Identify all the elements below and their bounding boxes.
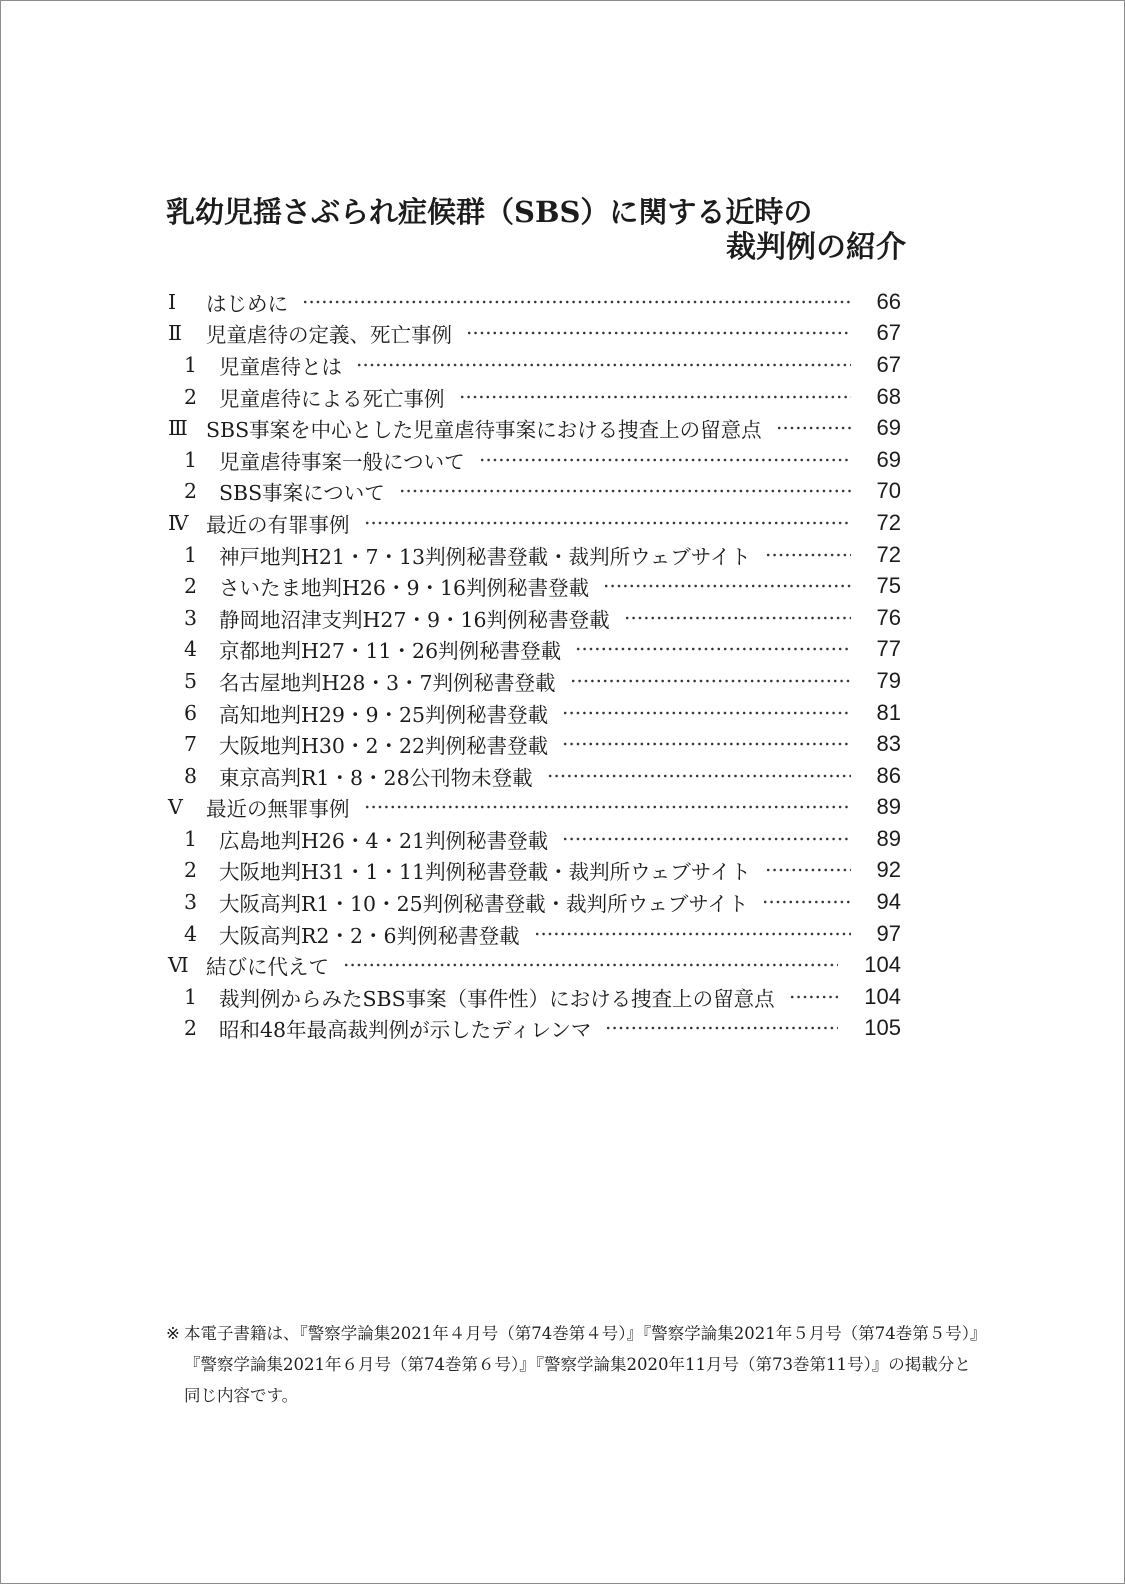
toc-entry-title: 神戸地判H21・7・13判例秘書登載・裁判所ウェブサイト: [219, 544, 751, 569]
title-line-2: 裁判例の紹介: [726, 230, 906, 265]
toc-entry-title: 児童虐待による死亡事例: [219, 386, 445, 411]
toc-entry-number: 8: [184, 763, 198, 788]
dot-leader: [765, 866, 851, 874]
toc-entry-number: 2: [184, 1016, 198, 1041]
toc-entry-number: 7: [184, 732, 198, 757]
toc-entry-title: 大阪地判H30・2・22判例秘書登載: [219, 734, 549, 759]
toc-chapter-entry: [166, 507, 901, 539]
toc-entry-title: 裁判例からみたSBS事案（事件性）における捜査上の留意点: [219, 986, 775, 1011]
toc-entry-page-number: 79: [876, 667, 901, 693]
toc-entry-title: 東京高判R1・8・28公刊物未登載: [219, 765, 533, 790]
toc-entry-title: 大阪高判R1・10・25判例秘書登載・裁判所ウェブサイト: [219, 892, 749, 917]
toc-entry-page-number: 66: [876, 288, 901, 314]
footnote-text: [184, 1318, 986, 1411]
toc-entry-number: 2: [184, 384, 198, 409]
toc-entry-title: 児童虐待の定義、死亡事例: [206, 323, 452, 348]
toc-section-entry: [166, 918, 901, 950]
toc-section-entry: [166, 665, 901, 697]
title-line-1: 乳幼児揺さぶられ症候群（SBS）に関する近時の: [166, 195, 813, 229]
toc-section-entry: [166, 981, 901, 1013]
toc-entry-page-number: 94: [876, 889, 901, 915]
toc-entry-number: Ⅴ: [168, 795, 183, 820]
toc-chapter-entry: [166, 412, 901, 444]
page-title: [166, 194, 906, 266]
toc-entry-number: 1: [184, 447, 198, 472]
toc-entry-page-number: 75: [876, 573, 901, 599]
table-of-contents: [166, 286, 901, 1044]
dot-leader: [605, 1024, 838, 1032]
dot-leader: [776, 424, 851, 432]
toc-chapter-entry: [166, 286, 901, 318]
dot-leader: [575, 645, 850, 653]
toc-entry-title: SBS事案について: [219, 481, 385, 506]
dot-leader: [570, 677, 851, 685]
toc-entry-title: 昭和48年最高裁判例が示したディレンマ: [219, 1018, 592, 1043]
toc-entry-number: 2: [184, 574, 198, 599]
toc-chapter-entry: [166, 792, 901, 824]
toc-entry-title: 大阪高判R2・2・6判例秘書登載: [219, 923, 520, 948]
dot-leader: [534, 930, 851, 938]
dot-leader: [343, 961, 838, 969]
toc-entry-page-number: 104: [864, 952, 901, 978]
toc-section-entry: [166, 444, 901, 476]
toc-entry-title: 結びに代えて: [206, 955, 329, 980]
toc-entry-number: 1: [184, 352, 198, 377]
toc-entry-number: 5: [184, 668, 198, 693]
toc-entry-page-number: 72: [876, 541, 901, 567]
dot-leader: [762, 898, 850, 906]
toc-entry-page-number: 67: [876, 351, 901, 377]
toc-entry-title: 京都地判H27・11・26判例秘書登載: [219, 639, 562, 664]
toc-entry-page-number: 104: [864, 983, 901, 1009]
toc-entry-title: 児童虐待事案一般について: [219, 449, 465, 474]
toc-entry-title: さいたま地判H26・9・16判例秘書登載: [219, 576, 590, 601]
toc-entry-page-number: 70: [876, 478, 901, 504]
toc-entry-page-number: 92: [876, 857, 901, 883]
toc-section-entry: [166, 570, 901, 602]
dot-leader: [364, 803, 851, 811]
toc-entry-page-number: 69: [876, 415, 901, 441]
footnote-line: 『警察学論集2021年６月号（第74巻第６号）』『警察学論集2020年11月号（第73巻第11号）』の掲載分と: [184, 1355, 971, 1374]
toc-section-entry: [166, 349, 901, 381]
toc-entry-page-number: 77: [876, 636, 901, 662]
toc-entry-title: 名古屋地判H28・3・7判例秘書登載: [219, 670, 556, 695]
toc-entry-title: 最近の有罪事例: [206, 512, 350, 537]
toc-chapter-entry: [166, 318, 901, 350]
toc-entry-title: 静岡地沼津支判H27・9・16判例秘書登載: [219, 607, 610, 632]
toc-entry-title: はじめに: [206, 291, 288, 316]
dot-leader: [603, 582, 850, 590]
toc-chapter-entry: [166, 949, 901, 981]
toc-entry-number: Ⅱ: [168, 321, 182, 346]
toc-entry-title: 大阪地判H31・1・11判例秘書登載・裁判所ウェブサイト: [219, 860, 751, 885]
footnote-mark: ※: [166, 1324, 180, 1343]
toc-entry-number: 1: [184, 984, 198, 1009]
toc-entry-page-number: 76: [876, 604, 901, 630]
toc-entry-number: 1: [184, 826, 198, 851]
toc-section-entry: [166, 728, 901, 760]
dot-leader: [356, 361, 851, 369]
toc-entry-number: 3: [184, 605, 198, 630]
toc-entry-page-number: 89: [876, 794, 901, 820]
footnote-line: 同じ内容です。: [184, 1386, 299, 1405]
toc-entry-number: 4: [184, 637, 198, 662]
toc-entry-number: Ⅳ: [168, 510, 189, 535]
dot-leader: [547, 772, 851, 780]
dot-leader: [562, 709, 850, 717]
toc-entry-title: 最近の無罪事例: [206, 797, 350, 822]
dot-leader: [466, 329, 851, 337]
toc-entry-page-number: 105: [864, 1015, 901, 1041]
toc-entry-page-number: 89: [876, 825, 901, 851]
dot-leader: [399, 487, 851, 495]
toc-entry-number: Ⅵ: [168, 953, 189, 978]
toc-section-entry: [166, 602, 901, 634]
toc-entry-number: Ⅰ: [168, 289, 177, 314]
dot-leader: [562, 835, 850, 843]
dot-leader: [364, 519, 851, 527]
toc-entry-page-number: 67: [876, 320, 901, 346]
toc-entry-number: 1: [184, 542, 198, 567]
toc-entry-number: 2: [184, 858, 198, 883]
toc-entry-page-number: 69: [876, 446, 901, 472]
dot-leader: [765, 551, 851, 559]
toc-entry-page-number: 68: [876, 383, 901, 409]
toc-entry-number: Ⅲ: [168, 416, 188, 441]
toc-section-entry: [166, 823, 901, 855]
toc-entry-title: 高知地判H29・9・25判例秘書登載: [219, 702, 549, 727]
toc-section-entry: [166, 760, 901, 792]
toc-section-entry: [166, 539, 901, 571]
toc-entry-number: 2: [184, 479, 198, 504]
footnote: [166, 1318, 986, 1411]
dot-leader: [302, 298, 851, 306]
toc-entry-number: 3: [184, 890, 198, 915]
toc-section-entry: [166, 855, 901, 887]
toc-entry-page-number: 83: [876, 731, 901, 757]
toc-entry-page-number: 72: [876, 509, 901, 535]
dot-leader: [789, 993, 839, 1001]
toc-section-entry: [166, 476, 901, 508]
toc-entry-title: 広島地判H26・4・21判例秘書登載: [219, 828, 549, 853]
toc-entry-number: 4: [184, 921, 198, 946]
toc-section-entry: [166, 634, 901, 666]
toc-section-entry: [166, 697, 901, 729]
dot-leader: [479, 456, 851, 464]
toc-section-entry: [166, 381, 901, 413]
dot-leader: [562, 740, 850, 748]
toc-entry-title: 児童虐待とは: [219, 354, 342, 379]
dot-leader: [459, 393, 851, 401]
toc-section-entry: [166, 1013, 901, 1045]
dot-leader: [624, 614, 851, 622]
footnote-line: 本電子書籍は、『警察学論集2021年４月号（第74巻第４号）』『警察学論集2021年５月号（第74巻第５号）』: [184, 1324, 987, 1343]
toc-entry-page-number: 86: [876, 762, 901, 788]
toc-entry-page-number: 97: [876, 920, 901, 946]
toc-section-entry: [166, 886, 901, 918]
toc-entry-number: 6: [184, 700, 198, 725]
toc-entry-page-number: 81: [876, 699, 901, 725]
toc-entry-title: SBS事案を中心とした児童虐待事案における捜査上の留意点: [206, 418, 762, 443]
